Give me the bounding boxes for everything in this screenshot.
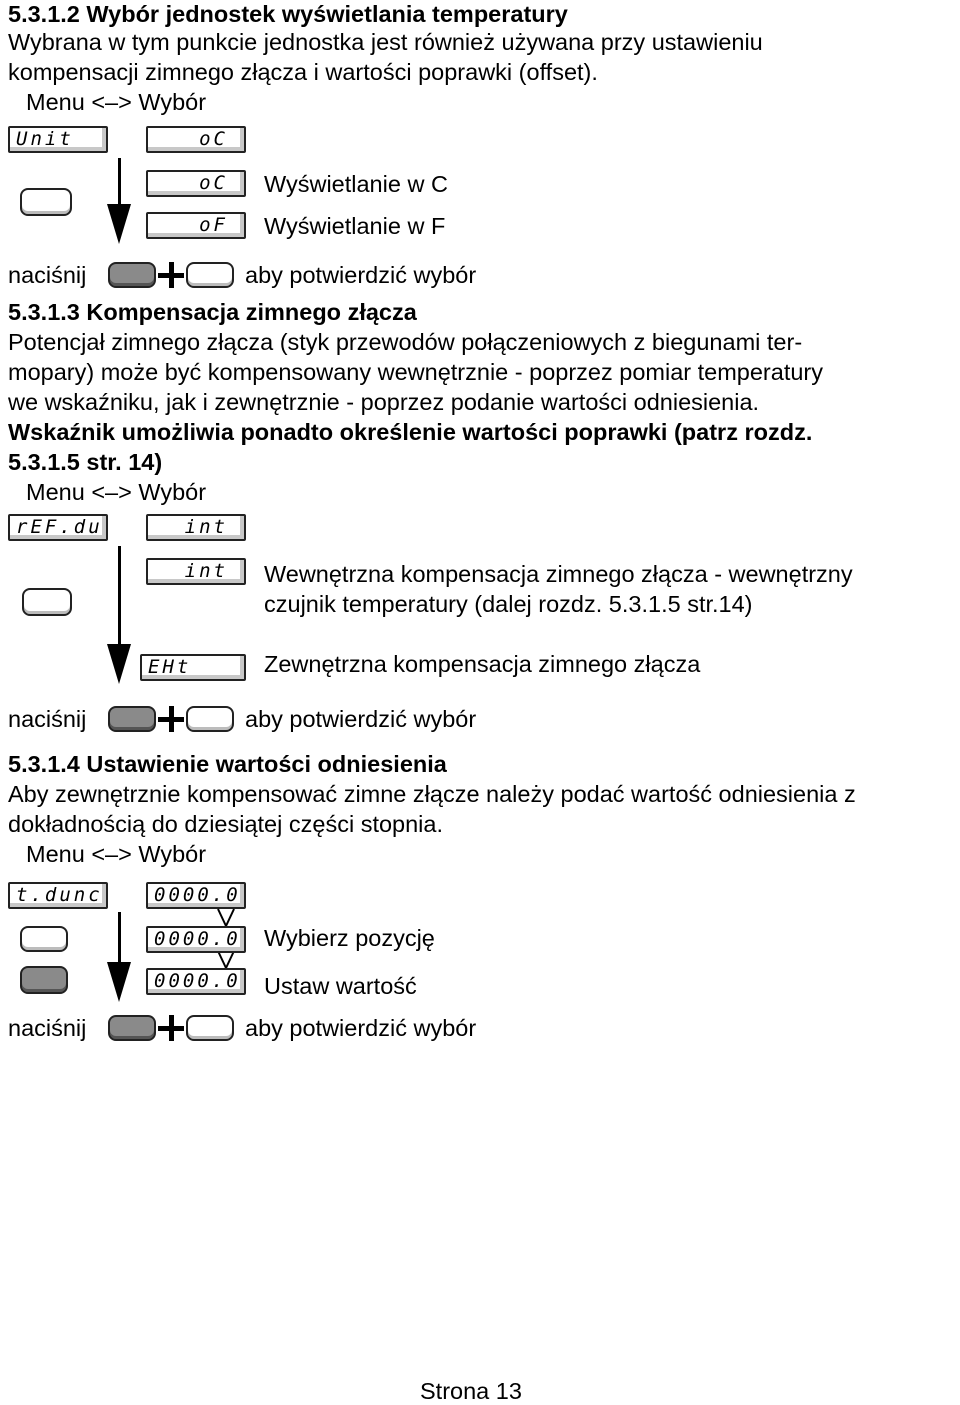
dark-button-icon bbox=[108, 262, 156, 288]
paragraph-line: kompensacji zimnego złącza i wartości poprawki (offset). bbox=[8, 59, 598, 85]
option-label: Ustaw wartość bbox=[264, 973, 417, 999]
lcd-current-value: int bbox=[146, 514, 246, 541]
option-label: Wybierz pozycję bbox=[264, 925, 435, 951]
lcd-current-value: oC bbox=[146, 126, 246, 153]
paragraph-line: Potencjał zimnego złącza (styk przewodów połączeniowych z biegunami ter- bbox=[8, 329, 803, 355]
press-label: naciśnij bbox=[8, 262, 87, 288]
lcd-option: oC bbox=[146, 170, 246, 197]
lcd-option: 0000.0 bbox=[146, 968, 246, 995]
bold-paragraph-line: Wskaźnik umożliwia ponadto określenie wartości poprawki (patrz rozdz. bbox=[8, 419, 813, 445]
lcd-parameter-display: Unit bbox=[8, 126, 108, 153]
paragraph-line: Wybrana w tym punkcie jednostka jest również używana przy ustawieniu bbox=[8, 29, 763, 55]
lcd-option: oF bbox=[146, 212, 246, 239]
plus-icon bbox=[158, 706, 184, 732]
set-button-icon bbox=[20, 966, 68, 994]
select-button-icon bbox=[22, 588, 72, 616]
lcd-current-value: 0000.0 bbox=[146, 882, 246, 909]
menu-label: Menu <–> Wybór bbox=[26, 479, 207, 505]
lcd-option: EHt bbox=[140, 654, 246, 681]
arrow-down-icon bbox=[107, 644, 131, 684]
paragraph-line: dokładnością do dziesiątej części stopnia. bbox=[8, 811, 444, 837]
section-heading: 5.3.1.3 Kompensacja zimnego złącza bbox=[8, 299, 417, 325]
light-button-icon bbox=[186, 1015, 234, 1041]
press-label: naciśnij bbox=[8, 1015, 87, 1041]
plus-icon bbox=[158, 262, 184, 288]
dark-button-icon bbox=[108, 1015, 156, 1041]
section-heading: 5.3.1.4 Ustawienie wartości odniesienia bbox=[8, 751, 447, 777]
arrow-down-icon bbox=[107, 962, 131, 1002]
section-heading: 5.3.1.2 Wybór jednostek wyświetlania temperatury bbox=[8, 1, 568, 27]
arrow-line bbox=[118, 546, 121, 646]
confirm-text: aby potwierdzić wybór bbox=[245, 706, 477, 732]
option-label: Wyświetlanie w C bbox=[264, 171, 448, 197]
option-label: Wewnętrzna kompensacja zimnego złącza - wewnętrzny bbox=[264, 561, 853, 587]
option-label: czujnik temperatury (dalej rozdz. 5.3.1.5 str.14) bbox=[264, 591, 753, 617]
paragraph-line: mopary) może być kompensowany wewnętrznie - poprzez pomiar temperatury bbox=[8, 359, 823, 385]
page-number: Strona 13 bbox=[420, 1378, 522, 1404]
arrow-line bbox=[118, 912, 121, 968]
light-button-icon bbox=[186, 706, 234, 732]
menu-label: Menu <–> Wybór bbox=[26, 841, 207, 867]
arrow-down-icon bbox=[107, 204, 131, 244]
digit-select-arrow-icon bbox=[214, 908, 238, 928]
lcd-parameter-display: t.dunc bbox=[8, 882, 108, 909]
select-button-icon bbox=[20, 188, 72, 216]
press-label: naciśnij bbox=[8, 706, 87, 732]
confirm-text: aby potwierdzić wybór bbox=[245, 1015, 477, 1041]
option-label: Zewnętrzna kompensacja zimnego złącza bbox=[264, 651, 701, 677]
select-button-icon bbox=[20, 926, 68, 952]
light-button-icon bbox=[186, 262, 234, 288]
lcd-option: int bbox=[146, 558, 246, 585]
paragraph-line: Aby zewnętrznie kompensować zimne złącze należy podać wartość odniesienia z bbox=[8, 781, 856, 807]
confirm-text: aby potwierdzić wybór bbox=[245, 262, 477, 288]
option-label: Wyświetlanie w F bbox=[264, 213, 446, 239]
bold-paragraph-line: 5.3.1.5 str. 14) bbox=[8, 449, 163, 475]
menu-label: Menu <–> Wybór bbox=[26, 89, 207, 115]
lcd-option: 0000.0 bbox=[146, 926, 246, 953]
dark-button-icon bbox=[108, 706, 156, 732]
paragraph-line: we wskaźniku, jak i zewnętrznie - poprzez podanie wartości odniesienia. bbox=[8, 389, 760, 415]
plus-icon bbox=[158, 1015, 184, 1041]
lcd-parameter-display: rEF.du bbox=[8, 514, 108, 541]
digit-select-arrow-icon bbox=[214, 950, 238, 970]
